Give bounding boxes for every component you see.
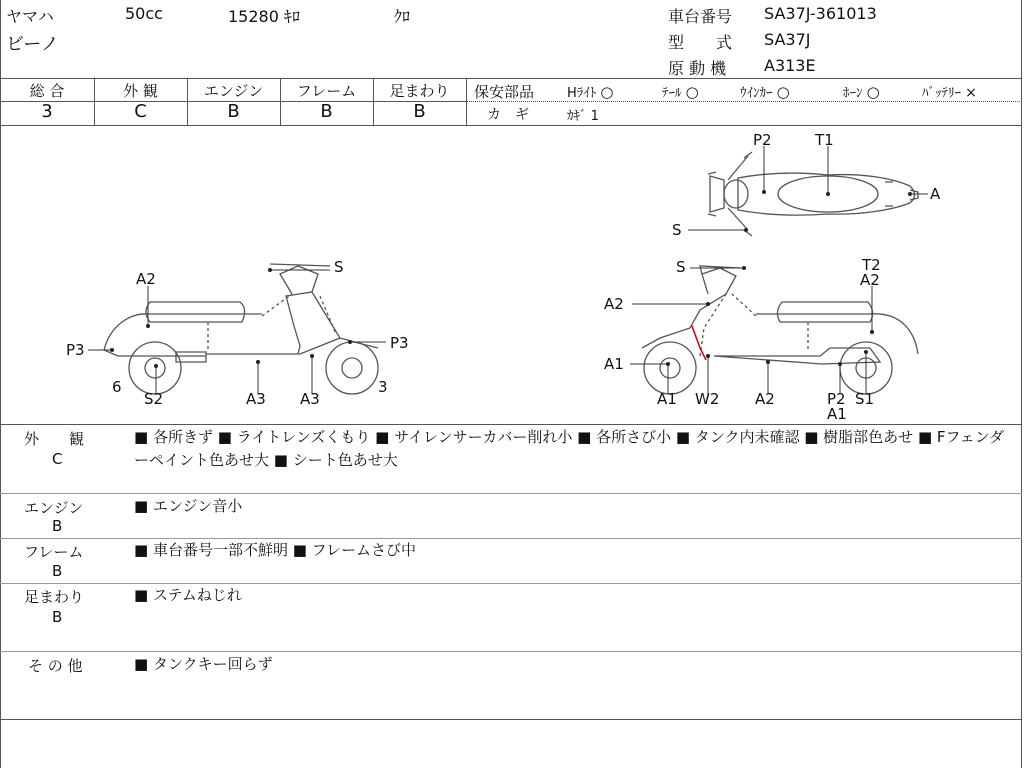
cond-category-engine: エンジン (24, 499, 84, 517)
label-top-s: S (672, 221, 682, 239)
label-right-s: S (676, 258, 686, 276)
cond-grade-exterior: C (52, 450, 63, 468)
safety-tail-mark: ○ (685, 83, 699, 101)
model-code: SA37J (764, 30, 811, 49)
safety-headlight: Hﾗｲﾄ ○ (567, 83, 614, 101)
model-code-label: 型 式 (668, 33, 733, 52)
label-left-a2: A2 (136, 270, 156, 288)
label-right-a2-top: A2 (860, 271, 880, 289)
safety-winker-mark: ○ (776, 83, 790, 101)
grade-header-suspension: 足まわり (389, 82, 450, 100)
cond-text-suspension: ■ ステムねじれ (134, 586, 242, 604)
label-left-p3-front: P3 (390, 334, 409, 352)
label-left-s: S (334, 258, 344, 276)
model-name: ビーノ (6, 34, 59, 55)
cond-grade-frame: B (52, 562, 63, 580)
label-right-w2: W2 (695, 390, 720, 408)
key-label: カ ギ (487, 107, 529, 123)
label-left-6: 6 (112, 378, 122, 396)
mileage: 15280 ｷﾛ (228, 7, 300, 26)
label-left-s2: S2 (144, 390, 164, 408)
divider-diagram (0, 424, 1022, 425)
cond-grade-suspension: B (52, 608, 63, 626)
safety-headlight-mark: ○ (600, 83, 614, 101)
safety-battery-mark: × (965, 85, 977, 101)
cond-category-exterior: 外 観 (24, 430, 85, 448)
color: ｸﾛ (394, 7, 411, 26)
cond-text-exterior: ■ 各所きず ■ ライトレンズくもり ■ サイレンサーカバー削れ小 ■ 各所さび小 ■ タンク内未確認 ■ 樹脂部色あせ ■ Fフェンダーペイント色あせ大 ■ シート色あせ大 (134, 428, 1005, 469)
label-right-a1-low: A1 (827, 405, 847, 423)
divider-header (0, 78, 1022, 79)
safety-winker: ｳｲﾝｶｰ ○ (740, 83, 790, 101)
engine-label: 原 動 機 (668, 59, 727, 78)
safety-battery: ﾊﾞｯﾃﾘｰ × (922, 85, 977, 101)
grade-value-engine: B (227, 101, 240, 122)
divider-cond-5 (0, 719, 1022, 720)
label-right-a2-bottom: A2 (755, 390, 775, 408)
label-top-t1: T1 (815, 131, 834, 149)
label-right-a1-bottom: A1 (657, 390, 677, 408)
cond-text-frame: ■ 車台番号一部不鮮明 ■ フレームさび中 (134, 541, 417, 559)
engine-code: A313E (764, 56, 816, 75)
label-right-a2: A2 (604, 295, 624, 313)
label-right-s1: S1 (855, 390, 875, 408)
grade-header-frame: フレーム (296, 82, 357, 100)
cond-text-engine: ■ エンジン音小 (134, 497, 243, 515)
label-top-p2: P2 (753, 131, 772, 149)
grade-header-exterior: 外 観 (123, 82, 158, 100)
grade-value-suspension: B (413, 101, 426, 122)
label-right-p2: P2 (827, 390, 846, 408)
cond-category-suspension: 足まわり (24, 588, 85, 606)
divider-cond-4 (0, 651, 1022, 652)
label-left-a3: A3 (246, 390, 266, 408)
divider-cond-1 (0, 493, 1022, 494)
safety-label: 保安部品 (474, 83, 535, 101)
label-left-p3-rear: P3 (66, 341, 85, 359)
cond-text-other: ■ タンクキー回らず (134, 655, 273, 673)
label-left-3: 3 (378, 378, 388, 396)
scooter-top-view (708, 152, 918, 236)
divider-safety (466, 101, 1022, 102)
displacement: 50cc (125, 4, 163, 23)
cond-grade-engine: B (52, 517, 63, 535)
label-left-a3-front: A3 (300, 390, 320, 408)
grade-value-overall: 3 (41, 101, 53, 122)
cond-category-other: そ の 他 (28, 657, 83, 675)
maker: ヤマハ (6, 7, 54, 26)
label-top-a: A (930, 185, 941, 203)
grade-col-divider-5 (466, 78, 467, 125)
label-right-a1: A1 (604, 355, 624, 373)
safety-tail: ﾃｰﾙ ○ (662, 83, 699, 101)
grade-header-engine: エンジン (203, 82, 264, 100)
safety-horn: ﾎｰﾝ ○ (843, 83, 880, 101)
grade-value-exterior: C (134, 101, 147, 122)
grade-value-frame: B (320, 101, 333, 122)
key-value: ｶｷﾞ 1 (567, 109, 599, 124)
damage-diagram (0, 126, 1022, 424)
safety-horn-mark: ○ (866, 83, 880, 101)
frame-number: SA37J-361013 (764, 4, 877, 23)
frame-number-label: 車台番号 (668, 7, 733, 26)
label-right-t2: T2 (862, 256, 881, 274)
cond-category-frame: フレーム (24, 543, 84, 561)
grade-header-overall: 総 合 (29, 82, 65, 100)
